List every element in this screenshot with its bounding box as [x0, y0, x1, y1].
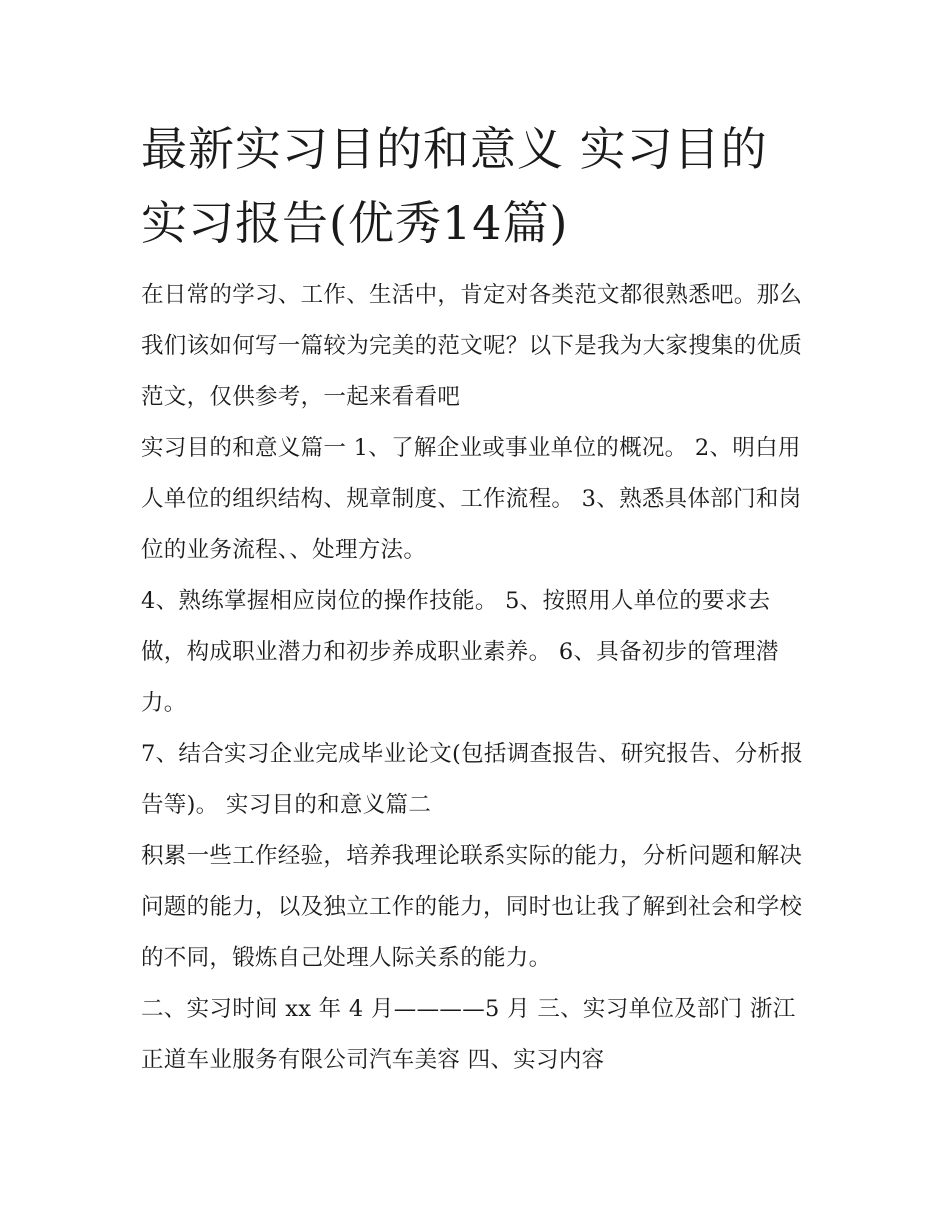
body-paragraph: 实习目的和意义篇一 1、了解企业或事业单位的概况。 2、明白用人单位的组织结构、规章制度、工作流程。 3、熟悉具体部门和岗位的业务流程、、处理方法。: [141, 435, 802, 563]
body-paragraph: 7、结合实习企业完成毕业论文(包括调查报告、研究报告、分析报告等)。 实习目的和意义篇二: [141, 741, 804, 818]
body-paragraph: 4、熟练掌握相应岗位的操作技能。 5、按照用人单位的要求去做，构成职业潜力和初步养成职业素养。 6、具备初步的管理潜力。: [141, 588, 779, 716]
body-paragraph: 二、实习时间 xx 年 4 月————5 月 三、实习单位及部门 浙江正道车业服务有限公司汽车美容 四、实习内容: [141, 996, 796, 1073]
document-body: [141, 112, 813, 1086]
document-title: 最新实习目的和意义 实习目的实习报告(优秀14篇): [141, 122, 768, 250]
intro-paragraph: 在日常的学习、工作、生活中，肯定对各类范文都很熟悉吧。那么我们该如何写一篇较为完美的范文呢？以下是我为大家搜集的优质范文，仅供参考，一起来看看吧: [141, 282, 803, 410]
body-paragraph: 积累一些工作经验，培养我理论联系实际的能力，分析问题和解决问题的能力，以及独立工作的能力，同时也让我了解到社会和学校的不同，锻炼自己处理人际关系的能力。: [141, 843, 803, 971]
